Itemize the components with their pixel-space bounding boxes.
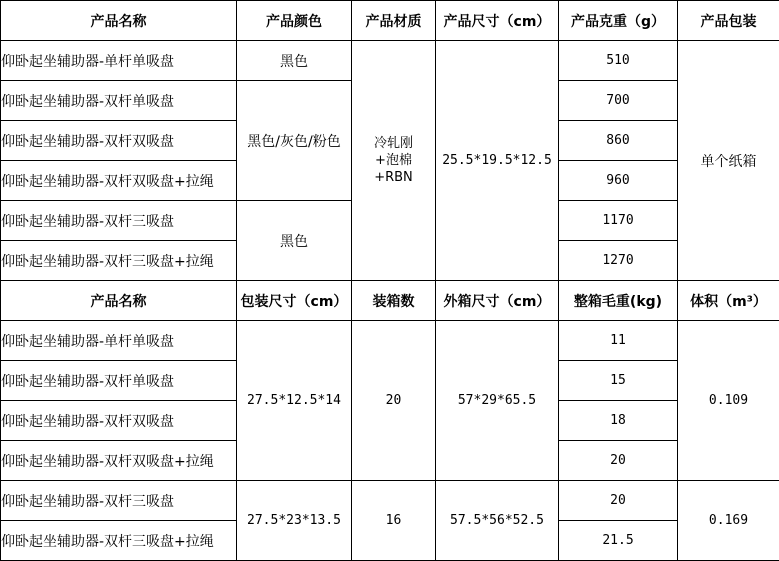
volume-cell: 0.109 <box>678 321 779 481</box>
product-name-cell: 仰卧起坐辅助器-双杆单吸盘 <box>1 81 237 121</box>
product-weight-cell: 860 <box>559 121 678 161</box>
product-name-cell: 仰卧起坐辅助器-双杆双吸盘+拉绳 <box>1 441 237 481</box>
product-name-cell: 仰卧起坐辅助器-双杆三吸盘 <box>1 481 237 521</box>
product-weight-cell: 510 <box>559 41 678 81</box>
carton-count-cell: 16 <box>352 481 436 561</box>
gross-weight-cell: 20 <box>559 441 678 481</box>
header-product-name: 产品名称 <box>1 1 237 41</box>
header-product-size: 产品尺寸（cm） <box>436 1 559 41</box>
header-carton-count: 装箱数 <box>352 281 436 321</box>
material-line-2: +泡棉 <box>375 153 412 168</box>
product-material-cell <box>352 41 436 281</box>
material-line-1: 冷轧刚 <box>373 136 413 151</box>
package-size-cell: 27.5*23*13.5 <box>237 481 352 561</box>
carton-count-cell: 20 <box>352 321 436 481</box>
header-product-color: 产品颜色 <box>237 1 352 41</box>
product-color-cell: 黑色 <box>237 201 352 281</box>
packing-header-row <box>1 281 779 321</box>
spec-header-row <box>1 1 779 41</box>
product-name-cell: 仰卧起坐辅助器-双杆三吸盘+拉绳 <box>1 241 237 281</box>
product-size-cell: 25.5*19.5*12.5 <box>436 41 559 281</box>
header-package-size: 包装尺寸（cm） <box>237 281 352 321</box>
product-weight-cell: 960 <box>559 161 678 201</box>
gross-weight-cell: 21.5 <box>559 521 678 561</box>
header-gross-weight: 整箱毛重(kg) <box>559 281 678 321</box>
product-packaging-cell: 单个纸箱 <box>678 41 779 281</box>
product-name-cell: 仰卧起坐辅助器-双杆双吸盘 <box>1 401 237 441</box>
material-line-3: +RBN <box>374 170 413 185</box>
gross-weight-cell: 20 <box>559 481 678 521</box>
header-product-packaging: 产品包装 <box>678 1 779 41</box>
product-name-cell: 仰卧起坐辅助器-单杆单吸盘 <box>1 321 237 361</box>
header-volume: 体积（m³） <box>678 281 779 321</box>
product-name-cell: 仰卧起坐辅助器-双杆三吸盘+拉绳 <box>1 521 237 561</box>
header-product-material: 产品材质 <box>352 1 436 41</box>
product-name-cell: 仰卧起坐辅助器-单杆单吸盘 <box>1 41 237 81</box>
packing-row <box>1 321 779 361</box>
product-name-cell: 仰卧起坐辅助器-双杆三吸盘 <box>1 201 237 241</box>
product-weight-cell: 1170 <box>559 201 678 241</box>
product-weight-cell: 700 <box>559 81 678 121</box>
product-color-cell: 黑色 <box>237 41 352 81</box>
product-weight-cell: 1270 <box>559 241 678 281</box>
gross-weight-cell: 15 <box>559 361 678 401</box>
product-name-cell: 仰卧起坐辅助器-双杆单吸盘 <box>1 361 237 401</box>
gross-weight-cell: 11 <box>559 321 678 361</box>
product-name-cell: 仰卧起坐辅助器-双杆双吸盘+拉绳 <box>1 161 237 201</box>
package-size-cell: 27.5*12.5*14 <box>237 321 352 481</box>
header-carton-size: 外箱尺寸（cm） <box>436 281 559 321</box>
spec-row <box>1 41 779 81</box>
header-product-name: 产品名称 <box>1 281 237 321</box>
carton-size-cell: 57*29*65.5 <box>436 321 559 481</box>
carton-size-cell: 57.5*56*52.5 <box>436 481 559 561</box>
header-product-weight: 产品克重（g） <box>559 1 678 41</box>
volume-cell: 0.169 <box>678 481 779 561</box>
product-color-cell: 黑色/灰色/粉色 <box>237 81 352 201</box>
product-name-cell: 仰卧起坐辅助器-双杆双吸盘 <box>1 121 237 161</box>
gross-weight-cell: 18 <box>559 401 678 441</box>
packing-row <box>1 481 779 521</box>
